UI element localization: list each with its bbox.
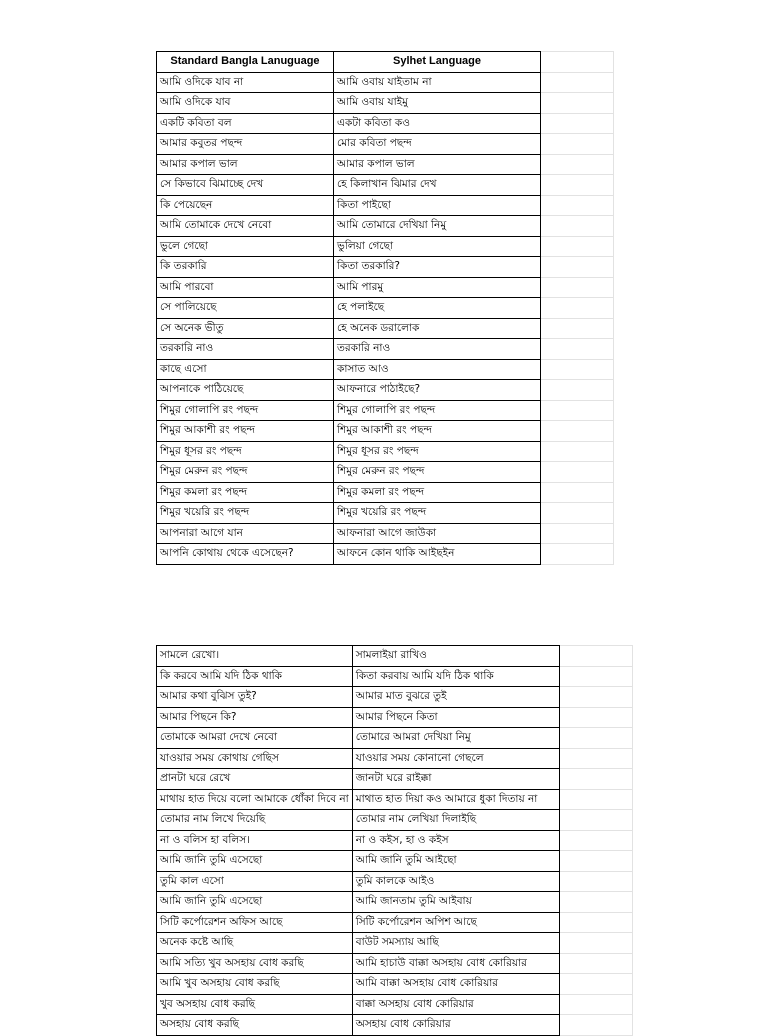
standard-bangla-cell[interactable]: আপনারা আগে যান bbox=[157, 523, 334, 544]
standard-bangla-cell[interactable]: মাথায় হাত দিয়ে বলো আমাকে ধোঁকা দিবে না bbox=[157, 789, 353, 810]
standard-bangla-cell[interactable]: তোমার নাম লিখে দিয়েছি bbox=[157, 810, 353, 831]
sylhet-cell[interactable]: আফনারে পাঠাইছে? bbox=[334, 380, 541, 401]
empty-cell[interactable] bbox=[541, 236, 614, 257]
standard-bangla-cell[interactable]: আমি তোমাকে দেখে নেবো bbox=[157, 216, 334, 237]
empty-cell[interactable] bbox=[541, 441, 614, 462]
standard-bangla-cell[interactable]: শিমুর কমলা রং পছন্দ bbox=[157, 482, 334, 503]
empty-cell[interactable] bbox=[559, 912, 632, 933]
sylhet-cell[interactable]: হে কিলাখান ঝিমার দেখ bbox=[334, 175, 541, 196]
sylhet-cell[interactable]: যাওয়ার সময় কোনানো গেছলে bbox=[352, 748, 559, 769]
table-row bbox=[157, 707, 633, 728]
table-row bbox=[157, 994, 633, 1015]
standard-bangla-cell[interactable]: প্রানটা ঘরে রেখে bbox=[157, 769, 353, 790]
table-row bbox=[157, 523, 614, 544]
table-header-row bbox=[157, 52, 614, 73]
sylhet-cell[interactable]: সিটি কর্পোরেশন অপিশ আছে bbox=[352, 912, 559, 933]
standard-bangla-cell[interactable]: অসহায় বোধ করছি bbox=[157, 1015, 353, 1036]
empty-cell[interactable] bbox=[541, 380, 614, 401]
standard-bangla-cell[interactable]: আমি খুব অসহায় বোধ করছি bbox=[157, 974, 353, 995]
sylhet-cell[interactable]: সামলাইয়া রাখিও bbox=[352, 646, 559, 667]
table-row bbox=[157, 359, 614, 380]
empty-cell[interactable] bbox=[559, 871, 632, 892]
empty-cell[interactable] bbox=[541, 72, 614, 93]
empty-cell[interactable] bbox=[541, 216, 614, 237]
sylhet-cell[interactable]: তরকারি নাও bbox=[334, 339, 541, 360]
standard-bangla-cell[interactable]: আমি জানি তুমি এসেছো bbox=[157, 892, 353, 913]
sylhet-cell[interactable]: আফনে কোন থাকি আইছইন bbox=[334, 544, 541, 565]
table-row bbox=[157, 175, 614, 196]
phrase-table-2-grid bbox=[156, 645, 633, 1036]
table-row bbox=[157, 933, 633, 954]
standard-bangla-cell[interactable]: কি করবে আমি যদি ঠিক থাকি bbox=[157, 666, 353, 687]
empty-cell[interactable] bbox=[541, 359, 614, 380]
phrase-table-1-grid bbox=[156, 51, 614, 565]
sylhet-cell[interactable]: আমি ওবায় যাইমু bbox=[334, 93, 541, 114]
empty-cell[interactable] bbox=[541, 257, 614, 278]
standard-bangla-cell[interactable]: আপনাকে পাঠিয়েছে bbox=[157, 380, 334, 401]
sylhet-cell[interactable]: না ও কইস, হা ও কইস bbox=[352, 830, 559, 851]
empty-cell[interactable] bbox=[541, 523, 614, 544]
sylhet-cell[interactable]: আমার কপাল ভাল bbox=[334, 154, 541, 175]
sylhet-cell[interactable]: অসহায় বোধ কোরিয়ার bbox=[352, 1015, 559, 1036]
empty-cell[interactable] bbox=[559, 933, 632, 954]
table-row bbox=[157, 769, 633, 790]
table-row bbox=[157, 298, 614, 319]
empty-cell[interactable] bbox=[541, 113, 614, 134]
table-row bbox=[157, 666, 633, 687]
standard-bangla-cell[interactable]: যাওয়ার সময় কোথায় গেছিস bbox=[157, 748, 353, 769]
standard-bangla-cell[interactable]: আমার কথা বুঝিস তুই? bbox=[157, 687, 353, 708]
table-row bbox=[157, 871, 633, 892]
table-row bbox=[157, 421, 614, 442]
empty-cell[interactable] bbox=[541, 462, 614, 483]
sylhet-cell[interactable]: আমি হাচাউ বাক্কা অসহায় বোধ কোরিয়ার bbox=[352, 953, 559, 974]
sylhet-cell[interactable]: একটা কবিতা কও bbox=[334, 113, 541, 134]
empty-cell[interactable] bbox=[559, 953, 632, 974]
table-row bbox=[157, 441, 614, 462]
empty-cell[interactable] bbox=[541, 503, 614, 524]
standard-bangla-cell[interactable]: শিমুর মেরুন রং পছন্দ bbox=[157, 462, 334, 483]
standard-bangla-cell[interactable]: কি তরকারি bbox=[157, 257, 334, 278]
table-row bbox=[157, 830, 633, 851]
standard-bangla-cell[interactable]: আমি পারবো bbox=[157, 277, 334, 298]
table-row bbox=[157, 318, 614, 339]
empty-cell[interactable] bbox=[559, 851, 632, 872]
standard-bangla-cell[interactable]: শিমুর ধূসর রং পছন্দ bbox=[157, 441, 334, 462]
standard-bangla-cell[interactable]: তোমাকে আমরা দেখে নেবো bbox=[157, 728, 353, 749]
empty-cell[interactable] bbox=[559, 892, 632, 913]
empty-cell[interactable] bbox=[559, 707, 632, 728]
table-row bbox=[157, 974, 633, 995]
standard-bangla-cell[interactable]: শিমুর খয়েরি রং পছন্দ bbox=[157, 503, 334, 524]
standard-bangla-cell[interactable]: আমি ওদিকে যাব bbox=[157, 93, 334, 114]
table-row bbox=[157, 748, 633, 769]
standard-bangla-cell[interactable]: সামলে রেখো। bbox=[157, 646, 353, 667]
sylhet-cell[interactable]: শিমুর ধূসর রং পছন্দ bbox=[334, 441, 541, 462]
sylhet-cell[interactable]: আমি পারমু bbox=[334, 277, 541, 298]
empty-cell[interactable] bbox=[559, 666, 632, 687]
table-row bbox=[157, 154, 614, 175]
sylhet-cell[interactable]: শিমুর কমলা রং পছন্দ bbox=[334, 482, 541, 503]
standard-bangla-cell[interactable]: ভুলে গেছো bbox=[157, 236, 334, 257]
sylhet-cell[interactable]: জানটা ঘরে রাইক্কা bbox=[352, 769, 559, 790]
sylhet-cell[interactable]: শিমুর আকাশী রং পছন্দ bbox=[334, 421, 541, 442]
standard-bangla-cell[interactable]: সে পালিয়েছে bbox=[157, 298, 334, 319]
table-row bbox=[157, 257, 614, 278]
sylhet-cell[interactable]: তোমারে আমরা দেখিয়া নিমু bbox=[352, 728, 559, 749]
sylhet-cell[interactable]: কিতা তরকারি? bbox=[334, 257, 541, 278]
sylhet-cell[interactable]: কাসাত আও bbox=[334, 359, 541, 380]
table-row bbox=[157, 544, 614, 565]
table-row bbox=[157, 912, 633, 933]
standard-bangla-cell[interactable]: সিটি কর্পোরেশন অফিস আছে bbox=[157, 912, 353, 933]
sylhet-cell[interactable]: বাউট সমস্যায় আছি bbox=[352, 933, 559, 954]
standard-bangla-cell[interactable]: তরকারি নাও bbox=[157, 339, 334, 360]
table-row bbox=[157, 134, 614, 155]
sylhet-cell[interactable]: আমি জানতাম তুমি আইবায় bbox=[352, 892, 559, 913]
table-row bbox=[157, 1015, 633, 1036]
table-row bbox=[157, 339, 614, 360]
empty-cell[interactable] bbox=[559, 830, 632, 851]
sylhet-cell[interactable]: হে পলাইছে bbox=[334, 298, 541, 319]
table-row bbox=[157, 728, 633, 749]
phrase-table-1 bbox=[156, 51, 614, 565]
empty-cell[interactable] bbox=[541, 544, 614, 565]
sylhet-cell[interactable]: হে অনেক ডরালোক bbox=[334, 318, 541, 339]
standard-bangla-cell[interactable]: আপনি কোথায় থেকে এসেছেন? bbox=[157, 544, 334, 565]
sylhet-cell[interactable]: আমি বাক্কা অসহায় বোধ কোরিয়ার bbox=[352, 974, 559, 995]
empty-cell[interactable] bbox=[541, 318, 614, 339]
empty-cell[interactable] bbox=[559, 728, 632, 749]
table-row bbox=[157, 277, 614, 298]
table-row bbox=[157, 236, 614, 257]
empty-cell[interactable] bbox=[559, 974, 632, 995]
empty-cell[interactable] bbox=[559, 810, 632, 831]
table-row bbox=[157, 462, 614, 483]
table-row bbox=[157, 482, 614, 503]
table-row bbox=[157, 789, 633, 810]
empty-cell[interactable] bbox=[541, 400, 614, 421]
empty-cell[interactable] bbox=[559, 1015, 632, 1036]
table-row bbox=[157, 646, 633, 667]
table-row bbox=[157, 503, 614, 524]
table-row bbox=[157, 113, 614, 134]
table-row bbox=[157, 72, 614, 93]
standard-bangla-cell[interactable]: আমার পিছনে কি? bbox=[157, 707, 353, 728]
empty-cell[interactable] bbox=[559, 769, 632, 790]
sylhet-cell[interactable]: ভুলিয়া গেছো bbox=[334, 236, 541, 257]
sylhet-cell[interactable]: মোর কবিতা পছন্দ bbox=[334, 134, 541, 155]
empty-cell[interactable] bbox=[541, 175, 614, 196]
sylhet-cell[interactable]: বাক্কা অসহায় বোধ কোরিয়ার bbox=[352, 994, 559, 1015]
empty-cell[interactable] bbox=[541, 339, 614, 360]
empty-cell[interactable] bbox=[541, 482, 614, 503]
table-row bbox=[157, 687, 633, 708]
table-row bbox=[157, 195, 614, 216]
standard-bangla-cell[interactable]: কি পেয়েছেন bbox=[157, 195, 334, 216]
empty-cell[interactable] bbox=[541, 93, 614, 114]
sylhet-cell[interactable]: আফনারা আগে জাউকা bbox=[334, 523, 541, 544]
sylhet-cell[interactable]: তোমার নাম লেখিয়া দিলাইছি bbox=[352, 810, 559, 831]
empty-cell[interactable] bbox=[541, 52, 614, 73]
standard-bangla-cell[interactable]: অনেক কষ্টে আছি bbox=[157, 933, 353, 954]
table-row bbox=[157, 380, 614, 401]
standard-bangla-cell[interactable]: না ও বলিস হা বলিস। bbox=[157, 830, 353, 851]
sylhet-cell[interactable]: আমার মাত বুঝরে তুই bbox=[352, 687, 559, 708]
standard-bangla-cell[interactable]: আমি ওদিকে যাব না bbox=[157, 72, 334, 93]
sylhet-cell[interactable]: আমি ওবায় যাইতাম না bbox=[334, 72, 541, 93]
sylhet-cell[interactable]: আমার পিছনে কিতা bbox=[352, 707, 559, 728]
empty-cell[interactable] bbox=[559, 789, 632, 810]
empty-cell[interactable] bbox=[559, 994, 632, 1015]
empty-cell[interactable] bbox=[559, 687, 632, 708]
empty-cell[interactable] bbox=[559, 748, 632, 769]
table-row bbox=[157, 216, 614, 237]
standard-bangla-cell[interactable]: খুব অসহায় বোধ করছি bbox=[157, 994, 353, 1015]
table-row bbox=[157, 810, 633, 831]
standard-bangla-cell[interactable]: সে অনেক ভীতু bbox=[157, 318, 334, 339]
table-row bbox=[157, 953, 633, 974]
standard-bangla-cell[interactable]: আমি সত্যি খুব অসহায় বোধ করছি bbox=[157, 953, 353, 974]
empty-cell[interactable] bbox=[541, 195, 614, 216]
header-standard-bangla[interactable]: Standard Bangla Lanuguage bbox=[157, 52, 334, 73]
sylhet-cell[interactable]: কিতা করবায় আমি যদি ঠিক থাকি bbox=[352, 666, 559, 687]
phrase-table-2 bbox=[156, 645, 633, 1036]
table-row bbox=[157, 851, 633, 872]
standard-bangla-cell[interactable]: শিমুর আকাশী রং পছন্দ bbox=[157, 421, 334, 442]
empty-cell[interactable] bbox=[541, 298, 614, 319]
standard-bangla-cell[interactable]: কাছে এসো bbox=[157, 359, 334, 380]
empty-cell[interactable] bbox=[541, 134, 614, 155]
sylhet-cell[interactable]: শিমুর মেরুন রং পছন্দ bbox=[334, 462, 541, 483]
standard-bangla-cell[interactable]: আমার কবুতর পছন্দ bbox=[157, 134, 334, 155]
sylhet-cell[interactable]: মাথাত হাত দিয়া কও আমারে ধুকা দিতায় না bbox=[352, 789, 559, 810]
sylhet-cell[interactable]: আমি জানি তুমি আইছো bbox=[352, 851, 559, 872]
sylhet-cell[interactable]: শিমুর খয়েরি রং পছন্দ bbox=[334, 503, 541, 524]
standard-bangla-cell[interactable]: শিমুর গোলাপি রং পছন্দ bbox=[157, 400, 334, 421]
standard-bangla-cell[interactable]: আমি জানি তুমি এসেছো bbox=[157, 851, 353, 872]
sylhet-cell[interactable]: তুমি কালকে আইও bbox=[352, 871, 559, 892]
empty-cell[interactable] bbox=[541, 421, 614, 442]
sylhet-cell[interactable]: শিমুর গোলাপি রং পছন্দ bbox=[334, 400, 541, 421]
table-row bbox=[157, 93, 614, 114]
empty-cell[interactable] bbox=[541, 277, 614, 298]
standard-bangla-cell[interactable]: সে কিভাবে ঝিমাচ্ছে দেখ bbox=[157, 175, 334, 196]
empty-cell[interactable] bbox=[559, 646, 632, 667]
standard-bangla-cell[interactable]: আমার কপাল ভাল bbox=[157, 154, 334, 175]
standard-bangla-cell[interactable]: একটি কবিতা বল bbox=[157, 113, 334, 134]
table-row bbox=[157, 892, 633, 913]
standard-bangla-cell[interactable]: তুমি কাল এসো bbox=[157, 871, 353, 892]
sylhet-cell[interactable]: আমি তোমারে দেখিয়া নিমু bbox=[334, 216, 541, 237]
sylhet-cell[interactable]: কিতা পাইছো bbox=[334, 195, 541, 216]
table-row bbox=[157, 400, 614, 421]
empty-cell[interactable] bbox=[541, 154, 614, 175]
header-sylhet[interactable]: Sylhet Language bbox=[334, 52, 541, 73]
